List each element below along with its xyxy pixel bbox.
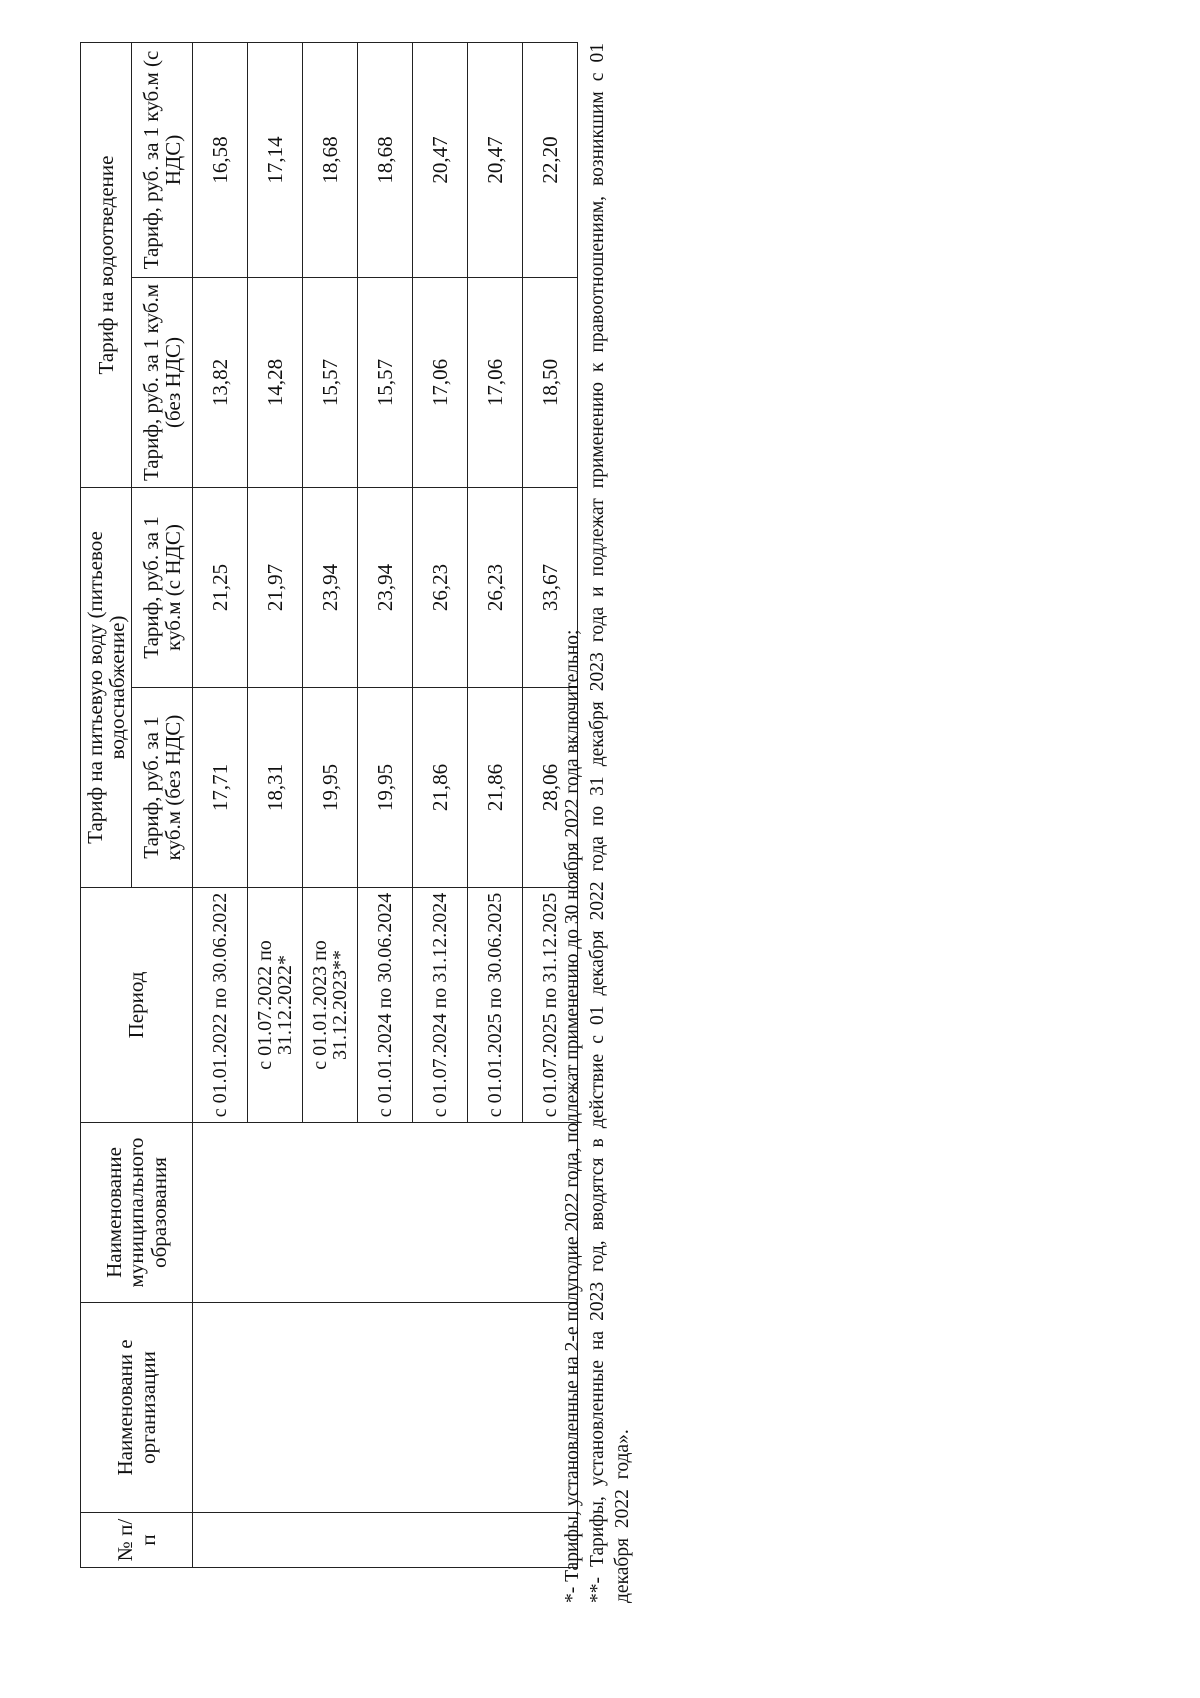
cell-water-no-vat: 21,86: [413, 688, 468, 888]
cell-sewer-vat: 22,20: [523, 42, 578, 277]
cell-water-vat: 23,94: [303, 487, 358, 687]
cell-water-no-vat: 17,71: [193, 688, 248, 888]
header-period: Период: [81, 888, 193, 1123]
cell-sewer-no-vat: 13,82: [193, 277, 248, 487]
cell-water-no-vat: 18,31: [248, 688, 303, 888]
cell-period: с 01.07.2025 по 31.12.2025: [523, 888, 578, 1123]
cell-sewer-vat: 16,58: [193, 42, 248, 277]
header-water-tariff: Тариф на питьевую воду (питьевое водоснабжение): [81, 487, 132, 887]
cell-water-vat: 33,67: [523, 487, 578, 687]
cell-period: с 01.01.2025 по 30.06.2025: [468, 888, 523, 1123]
cell-sewer-vat: 20,47: [468, 42, 523, 277]
cell-sewer-no-vat: 17,06: [413, 277, 468, 487]
cell-municipality: [193, 1123, 578, 1303]
header-water-vat: Тариф, руб. за 1 куб.м (с НДС): [132, 487, 193, 687]
footnote-2: **- Тарифы, установленные на 2023 год, вводятся в действие с 01 декабря 2022 года по 31 декабря 2023 года и подлежат применению к правоотношениям, возникшим с 01 декабря 2022 года».: [587, 43, 633, 1603]
cell-organization: [193, 1303, 578, 1513]
cell-water-no-vat: 21,86: [468, 688, 523, 888]
cell-water-vat: 23,94: [358, 487, 413, 687]
cell-water-vat: 21,97: [248, 487, 303, 687]
header-organization: Наименовани е организации: [81, 1303, 193, 1513]
header-water-no-vat: Тариф, руб. за 1 куб.м (без НДС): [132, 688, 193, 888]
cell-sewer-vat: 20,47: [413, 42, 468, 277]
cell-sewer-vat: 17,14: [248, 42, 303, 277]
cell-water-vat: 26,23: [468, 487, 523, 687]
cell-num: [193, 1513, 578, 1568]
cell-period: с 01.07.2022 по 31.12.2022*: [248, 888, 303, 1123]
cell-period: с 01.01.2022 по 30.06.2022: [193, 888, 248, 1123]
tariff-table: [80, 42, 578, 1568]
header-sewer-no-vat: Тариф, руб. за 1 куб.м (без НДС): [132, 277, 193, 487]
cell-water-no-vat: 28,06: [523, 688, 578, 888]
cell-sewer-vat: 18,68: [358, 42, 413, 277]
header-num: № п/п: [81, 1513, 193, 1568]
cell-water-vat: 26,23: [413, 487, 468, 687]
footnote-1: *- Тарифы, установленные на 2-е полугодие 2022 года, подлежат применению до 30 ноября 2022 года включительно;: [562, 629, 583, 1603]
cell-sewer-no-vat: 15,57: [358, 277, 413, 487]
header-sewer-tariff: Тариф на водоотведение: [81, 42, 132, 487]
cell-sewer-vat: 18,68: [303, 42, 358, 277]
cell-period: с 01.01.2023 по 31.12.2023**: [303, 888, 358, 1123]
header-sewer-vat: Тариф, руб. за 1 куб.м (с НДС): [132, 42, 193, 277]
cell-sewer-no-vat: 17,06: [468, 277, 523, 487]
cell-water-no-vat: 19,95: [303, 688, 358, 888]
cell-period: с 01.01.2024 по 30.06.2024: [358, 888, 413, 1123]
cell-sewer-no-vat: 15,57: [303, 277, 358, 487]
footnotes: [560, 43, 635, 1603]
header-municipality: Наименование муниципального образования: [81, 1123, 193, 1303]
cell-water-no-vat: 19,95: [358, 688, 413, 888]
cell-period: с 01.07.2024 по 31.12.2024: [413, 888, 468, 1123]
cell-sewer-no-vat: 18,50: [523, 277, 578, 487]
cell-water-vat: 21,25: [193, 487, 248, 687]
cell-sewer-no-vat: 14,28: [248, 277, 303, 487]
table-row: [193, 42, 248, 1567]
